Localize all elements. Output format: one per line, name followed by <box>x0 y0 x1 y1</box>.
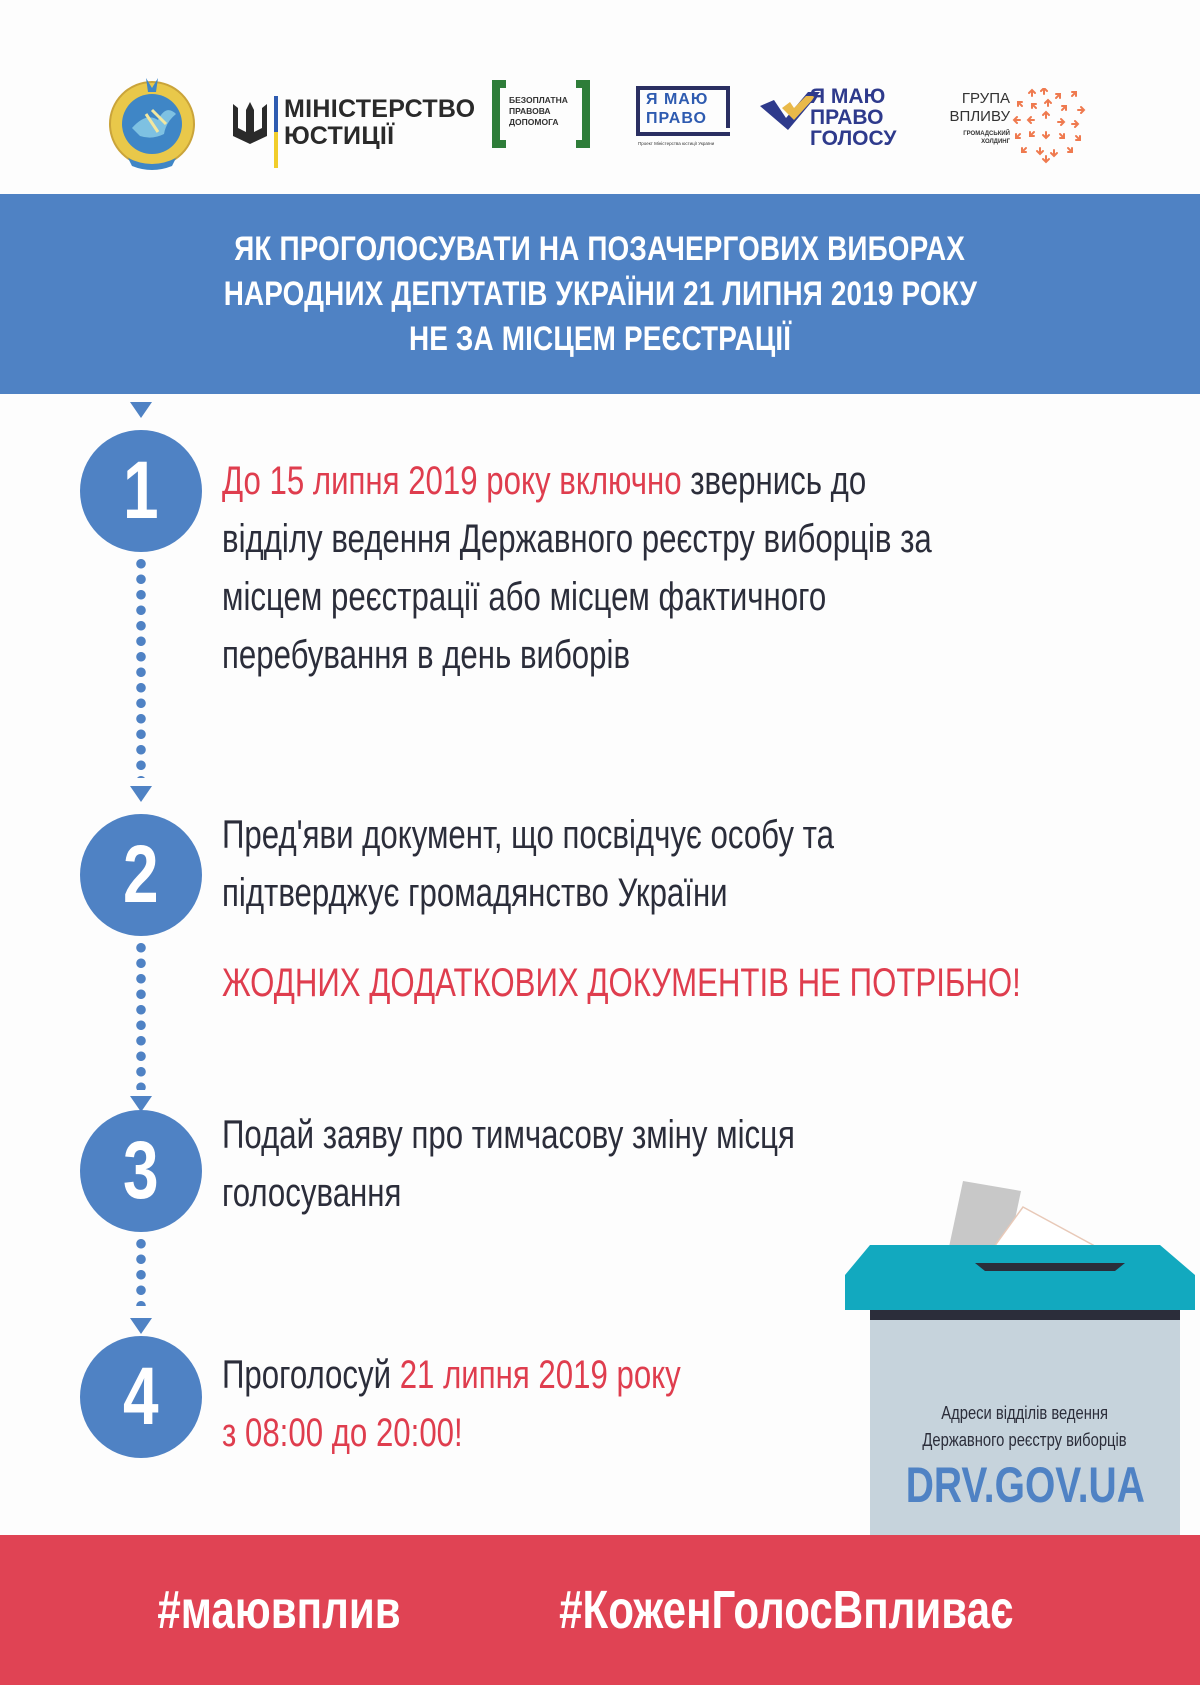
golos-line1: Я МАЮ <box>810 85 886 108</box>
step-1-line2: відділу ведення Державного реєстру виборців за <box>222 517 932 561</box>
step-1-digit: 1 <box>123 445 159 536</box>
hashtags <box>0 1579 1200 1641</box>
hashtag-footer <box>0 1535 1200 1685</box>
step-1-number <box>80 430 202 552</box>
step-2-line1: Пред'яви документ, що посвідчує особу та <box>222 813 834 857</box>
step-2-digit: 2 <box>123 829 159 920</box>
title-banner <box>0 194 1200 394</box>
step-4-text <box>222 1346 810 1462</box>
hashtag-kozhen-golos: #КоженГолосВпливає <box>558 1580 1014 1640</box>
i-have-right-logo <box>628 86 736 152</box>
ballot-box-illustration <box>845 1175 1195 1545</box>
step-3-number <box>80 1110 202 1232</box>
grupa-line2: ВПЛИВУ <box>949 108 1010 125</box>
arrows-cluster-icon <box>1012 88 1092 164</box>
step-1-deadline: До 15 липня 2019 року включно <box>222 459 682 503</box>
step-1-line3: місцем реєстрації або місцем фактичного <box>222 575 827 619</box>
yamp-subtitle: Проект Міністерства юстиції України <box>638 141 715 146</box>
influence-group-logo <box>920 88 1100 168</box>
title-line-2: НАРОДНИХ ДЕПУТАТІВ УКРАЇНИ 21 ЛИПНЯ 2019 РОКУ <box>223 274 977 313</box>
exclamation-dot <box>726 132 730 136</box>
bpd-line3: ДОПОМОГА <box>509 117 559 127</box>
step-4-hours: з 08:00 до 20:00! <box>222 1411 463 1455</box>
step-3-digit: 3 <box>123 1125 159 1216</box>
title-line-1: ЯК ПРОГОЛОСУВАТИ НА ПОЗАЧЕРГОВИХ ВИБОРАХ <box>234 229 966 268</box>
step-2-line2: підтверджує громадянство України <box>222 871 728 915</box>
step-4-number <box>80 1336 202 1458</box>
step-3-line1: Подай заяву про тимчасову зміну місця <box>222 1113 795 1157</box>
bpd-line1: БЕЗОПЛАТНА <box>509 95 568 105</box>
right-to-vote-logo <box>760 86 900 156</box>
free-legal-aid-logo <box>492 80 590 148</box>
golos-line3: ГОЛОСУ <box>810 127 897 150</box>
step-2-warning <box>222 954 1200 1012</box>
down-arrow-icon <box>130 1318 152 1334</box>
ballot-line1: Адреси відділів ведення <box>941 1403 1109 1423</box>
ministry-line1: МІНІСТЕРСТВО <box>284 95 476 123</box>
ministry-line2: ЮСТИЦІЇ <box>284 122 395 150</box>
ballot-line2: Державного реєстру виборців <box>922 1430 1128 1450</box>
step-4-date: 21 липня 2019 року <box>399 1353 681 1397</box>
title-line-3: НЕ ЗА МІСЦЕМ РЕЄСТРАЦІЇ <box>408 319 792 358</box>
step-1-line4: перебування в день виборів <box>222 633 631 677</box>
golos-line2: ПРАВО <box>810 106 884 129</box>
exclamation-bar <box>726 86 730 128</box>
partner-logos-row <box>0 60 1200 190</box>
cec-emblem-icon <box>106 74 198 172</box>
dotted-connector <box>136 1236 146 1306</box>
dotted-connector <box>136 940 146 1090</box>
grupa-sub1: ГРОМАДСЬКИЙ <box>963 131 1010 137</box>
step-3-line2: голосування <box>222 1171 402 1215</box>
yamp-line1: Я МАЮ <box>646 91 709 108</box>
drv-website-link[interactable]: DRV.GOV.UA <box>905 1457 1145 1513</box>
bpd-line2: ПРАВОВА <box>509 106 551 116</box>
step-2-number <box>80 814 202 936</box>
bracket-right-icon <box>576 80 590 148</box>
ministry-of-justice-logo <box>232 88 476 168</box>
cec-emblem-logo <box>106 74 198 172</box>
down-arrow-icon <box>130 402 152 418</box>
flag-bar <box>274 96 278 168</box>
grupa-line1: ГРУПА <box>961 90 1010 107</box>
trident-icon <box>232 100 268 146</box>
step-4-digit: 4 <box>123 1351 159 1442</box>
grupa-sub2: ХОЛДИНГ <box>981 139 1010 145</box>
step-4-prefix: Проголосуй <box>222 1353 400 1397</box>
step-1-rest: звернись до <box>681 459 867 503</box>
hashtag-mayu-vplyv: #маювплив <box>157 1580 401 1640</box>
yamp-line2: ПРАВО <box>646 110 707 127</box>
step-1-text <box>222 452 1132 684</box>
down-arrow-icon <box>130 786 152 802</box>
dotted-connector <box>136 556 146 778</box>
step-2-text <box>222 806 1007 922</box>
bracket-left-icon <box>492 80 506 148</box>
no-extra-docs-warning: ЖОДНИХ ДОДАТКОВИХ ДОКУМЕНТІВ НЕ ПОТРІБНО! <box>222 961 1021 1005</box>
